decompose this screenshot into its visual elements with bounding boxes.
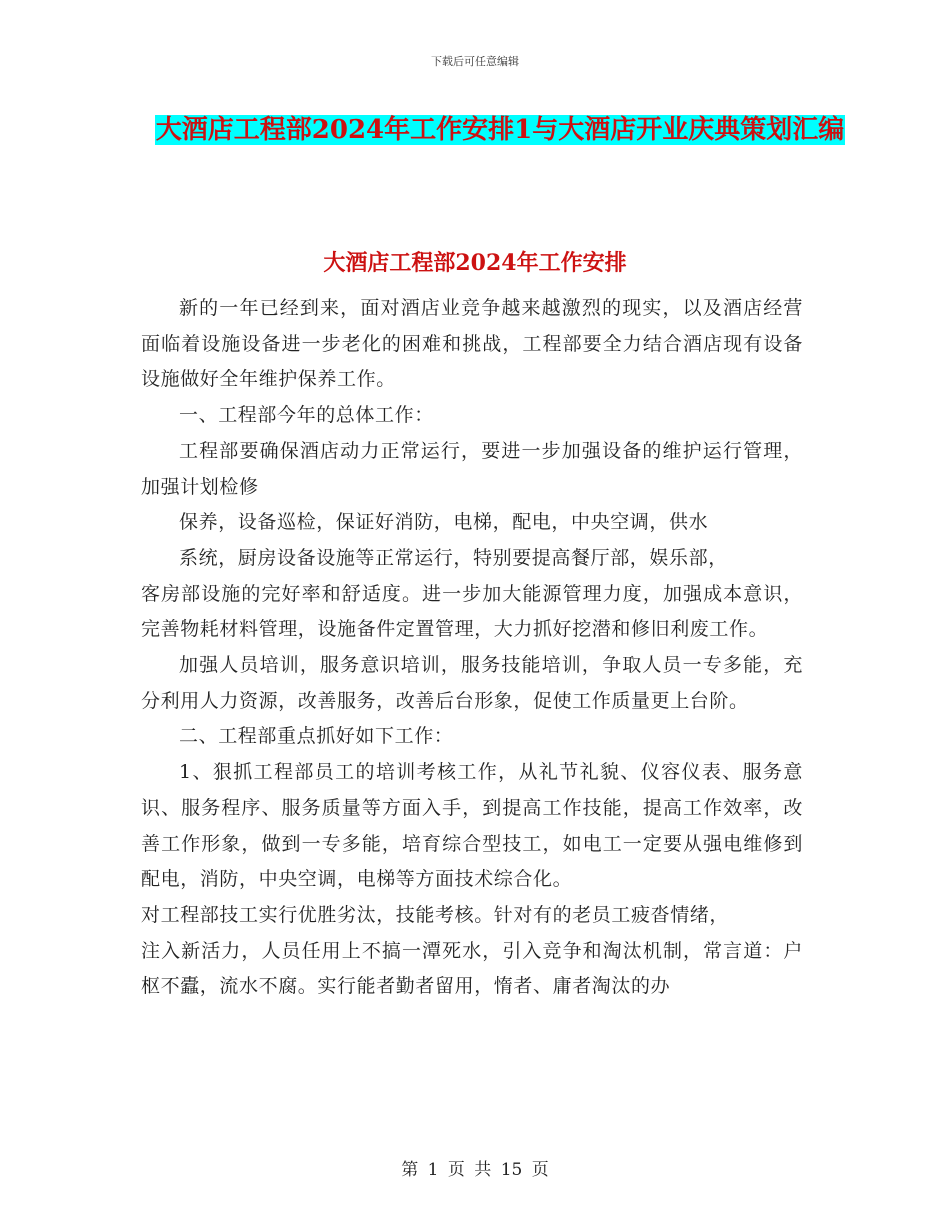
paragraph: 1、狠抓工程部员工的培训考核工作，从礼节礼貌、仪容仪表、服务意识、服务程序、服务质量等方面入手，到提高工作技能，提高工作效率，改善工作形象，做到一专多能，培育综合型技工，如电工一定要从强电维修到配电，消防，中央空调，电梯等方面技术综合化。 xyxy=(141,761,803,891)
paragraph: 客房部设施的完好率和舒适度。进一步加大能源管理力度，加强成本意识，完善物耗材料管理，设施备件定置管理，大力抓好挖潜和修旧利废工作。 xyxy=(141,582,803,641)
paragraph: 保养，设备巡检，保证好消防，电梯，配电，中央空调，供水 xyxy=(179,511,709,534)
paragraph: 新的一年已经到来，面对酒店业竞争越来越激烈的现实，以及酒店经营面临着设施设备进一步老化的困难和挑战，工程部要全力结合酒店现有设备设施做好全年维护保养工作。 xyxy=(141,297,803,391)
paragraph: 二、工程部重点抓好如下工作： xyxy=(179,725,454,748)
header-note: 下载后可任意编辑 xyxy=(431,55,519,68)
paragraph: 系统，厨房设备设施等正常运行，特别要提高餐厅部，娱乐部， xyxy=(179,546,728,569)
paragraph: 注入新活力，人员任用上不搞一潭死水，引入竞争和淘汰机制，常言道：户枢不蠹，流水不腐。实行能者勤者留用，惰者、庸者淘汰的办 xyxy=(141,939,803,998)
section-title: 大酒店工程部2024年工作安排 xyxy=(323,250,627,276)
paragraph: 工程部要确保酒店动力正常运行，要进一步加强设备的维护运行管理，加强计划检修 xyxy=(141,439,803,498)
document-title-text: 大酒店工程部2024年工作安排1与大酒店开业庆典策划汇编 xyxy=(155,115,845,145)
paragraph: 对工程部技工实行优胜劣汰，技能考核。针对有的老员工疲沓情绪， xyxy=(141,903,730,926)
page-footer: 第 1 页 共 15 页 xyxy=(401,1160,549,1180)
body-text xyxy=(141,291,803,1005)
document-title xyxy=(140,108,860,153)
paragraph: 一、工程部今年的总体工作： xyxy=(179,404,434,427)
paragraph: 加强人员培训，服务意识培训，服务技能培训，争取人员一专多能，充分利用人力资源，改善服务，改善后台形象，促使工作质量更上台阶。 xyxy=(141,654,803,712)
